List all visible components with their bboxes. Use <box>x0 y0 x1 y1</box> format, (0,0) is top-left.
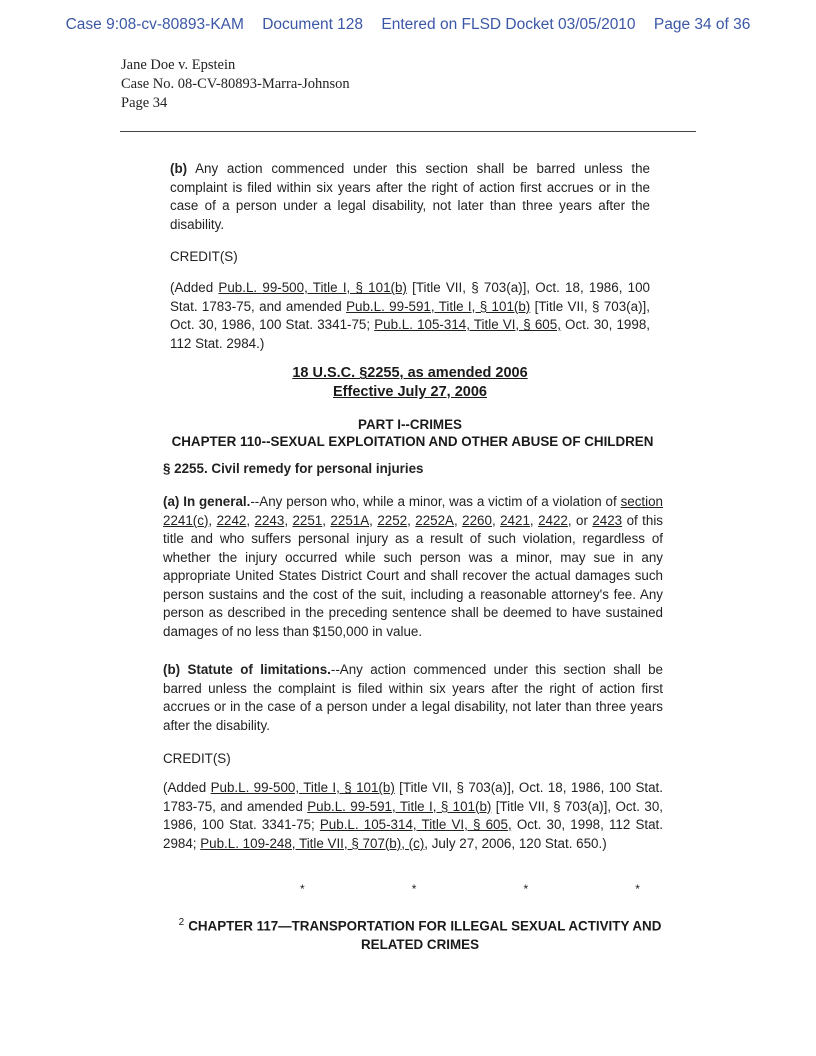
new-credit-text: [Title VII, § 703(a)], Oct. 18, 1986, 100 Stat. 1783-75, and amended <box>163 780 664 814</box>
chapter-heading: CHAPTER 110--SEXUAL EXPLOITATION AND OTHER ABUSE OF CHILDREN <box>171 434 654 449</box>
old-credit-text: (Added <box>170 280 219 295</box>
new-credit-text: (Added <box>163 780 211 795</box>
section-title: § 2255. Civil remedy for personal injuries <box>163 461 424 476</box>
new-credit-text: Oct. 30, 1998, 112 Stat. 2984; <box>163 817 664 851</box>
chapter117-line2: RELATED CRIMES <box>360 937 480 953</box>
new-b-label: (b) Statute of limitations. <box>163 662 331 677</box>
statute-link[interactable]: 2243 <box>254 512 285 528</box>
footnote-marker: 2 <box>178 917 185 928</box>
asterisk: * <box>411 882 417 896</box>
new-subsection-b <box>163 661 663 735</box>
old-subsection-b <box>170 160 650 234</box>
citation-link[interactable]: Pub.L. 99-591, Title I, § 101(b) <box>307 798 492 814</box>
statute-link[interactable]: 2242 <box>216 512 247 528</box>
docket-entry: Entered on FLSD Docket 03/05/2010 <box>381 16 636 33</box>
new-credits <box>163 779 663 853</box>
citation-link[interactable]: Pub.L. 105-314, Title VI, § 605, <box>319 817 512 832</box>
new-credits-label: CREDIT(S) <box>163 751 231 766</box>
new-b-text: --Any action commenced under this section shall be barred unless the complaint is filed within six years after the right of action first accrues or in the case of a person under a legal disability, not later than three years after the disability. <box>163 662 663 733</box>
old-credits <box>170 279 650 353</box>
docket-stamp <box>0 16 816 34</box>
chapter117-line1: CHAPTER 117—TRANSPORTATION FOR ILLEGAL SEXUAL ACTIVITY AND <box>188 918 662 934</box>
case-caption <box>121 56 350 113</box>
citation-link[interactable]: Pub.L. 105-314, Title VI, § 605, <box>374 317 561 332</box>
document-number: Document 128 <box>262 16 364 33</box>
old-credit-text: Oct. 30, 1998, 112 Stat. 2984.) <box>170 317 650 351</box>
statute-heading-line2: Effective July 27, 2006 <box>333 384 487 400</box>
new-credit-text: July 27, 2006, 120 Stat. 650.) <box>428 835 607 851</box>
old-b-label: (b) <box>170 161 188 176</box>
statute-link[interactable]: 2422 <box>538 512 568 528</box>
new-credit-text: [Title VII, § 703(a)], Oct. 30, 1986, 100 Stat. 3341-75; <box>163 798 663 832</box>
section-break <box>300 882 640 896</box>
caption-title: Jane Doe v. Epstein <box>121 57 236 73</box>
header-divider <box>120 131 696 132</box>
page-count: Page 34 of 36 <box>653 16 751 33</box>
statute-heading <box>170 364 650 402</box>
asterisk: * <box>635 882 640 896</box>
old-credit-text: [Title VII, § 703(a)], Oct. 18, 1986, 100 Stat. 1783-75, and amended <box>170 280 650 314</box>
statute-link[interactable]: 2252 <box>377 512 408 528</box>
old-credits-label: CREDIT(S) <box>170 249 238 264</box>
statute-heading-line1: 18 U.S.C. §2255, as amended 2006 <box>292 365 528 381</box>
citation-link[interactable]: Pub.L. 99-591, Title I, § 101(b) <box>346 298 531 314</box>
statute-link[interactable]: 2421 <box>500 512 530 528</box>
statute-link[interactable]: 2423 <box>592 512 623 528</box>
citation-link[interactable]: Pub.L. 99-500, Title I, § 101(b) <box>218 280 407 295</box>
caption-case-no: Case No. 08-CV-80893-Marra-Johnson <box>121 76 350 92</box>
part-heading: PART I--CRIMES <box>358 417 462 432</box>
chapter117-heading <box>130 913 710 954</box>
old-credit-text: [Title VII, § 703(a)], Oct. 30, 1986, 100 Stat. 3341-75; <box>170 298 650 332</box>
citation-link[interactable]: Pub.L. 99-500, Title I, § 101(b) <box>210 780 395 795</box>
statute-link[interactable]: 2252A <box>415 512 454 528</box>
asterisk: * <box>300 882 305 896</box>
statute-link[interactable]: 2260 <box>462 512 492 528</box>
new-a-label: (a) In general. <box>163 494 251 509</box>
statute-link[interactable]: section 2241(c) <box>163 494 663 528</box>
new-a-text-2: of this title and who suffers personal injury as a result of such violation, regardless of whether the injury occurred while such person was a minor, may sue in any appropriate United States District Court and shall recover the actual damages such person sustains and the cost of the suit, including a reasonable attorney's fee. Any person as described in the preceding sentence shall be deemed to have sustained damages of no less than $150,000 in value. <box>163 512 663 639</box>
caption-page: Page 34 <box>121 95 168 111</box>
citation-link[interactable]: Pub.L. 109-248, Title VII, § 707(b), (c), <box>200 835 428 851</box>
new-a-text-1: --Any person who, while a minor, was a victim of a violation of <box>250 494 621 509</box>
case-number: Case 9:08-cv-80893-KAM <box>65 16 244 33</box>
asterisk: * <box>523 882 529 896</box>
old-b-text: Any action commenced under this section shall be barred unless the complaint is filed within six years after the right of action first accrues or in the case of a person under a legal disability, not later than three years after the disability. <box>170 161 650 232</box>
new-subsection-a: (a) In general.--Any person who, while a minor, was a victim of a violation of section 2241(c), 2242, 2243, 2251, 2251A, 2252, 2252A, 2260, 2421, 2422, or 2423 of this title and who suffers personal injury as a result of such violation, regardless of whether the injury occurred while such person was a minor, may sue in any appropriate United States District Court and shall recover the actual damages such person sustains and the cost of the suit, including a reasonable attorney's fee. Any person as described in the preceding sentence shall be deemed to have sustained damages of no less than $150,000 in value. <box>163 494 663 639</box>
statute-link[interactable]: 2251A <box>330 512 370 528</box>
statute-link[interactable]: 2251 <box>292 512 323 528</box>
